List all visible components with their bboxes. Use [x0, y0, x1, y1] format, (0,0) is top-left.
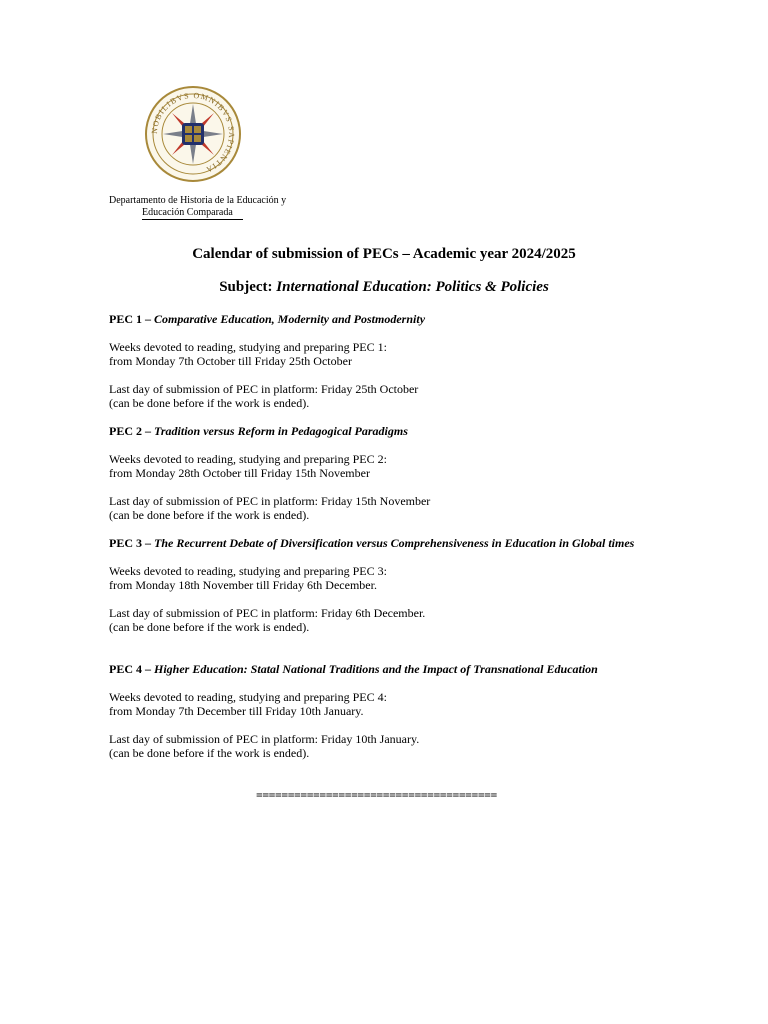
- pec-heading: [109, 662, 657, 676]
- pec-section-1: [109, 312, 657, 410]
- pec-label: PEC 1 –: [109, 312, 151, 326]
- pec-weeks-line-2: from Monday 7th October till Friday 25th October: [109, 354, 352, 368]
- pec-section-4: [109, 662, 657, 760]
- pec-topic: The Recurrent Debate of Diversification versus Comprehensiveness in Education in Global times: [154, 536, 635, 550]
- pec-weeks-line-2: from Monday 28th October till Friday 15th November: [109, 466, 370, 480]
- pec-weeks-line-1: Weeks devoted to reading, studying and preparing PEC 1:: [109, 340, 387, 354]
- pec-deadline-line-2: (can be done before if the work is ended).: [109, 396, 310, 410]
- pec-deadline-line-1: Last day of submission of PEC in platform: Friday 15th November: [109, 494, 431, 508]
- pec-weeks-line-2: from Monday 18th November till Friday 6th December.: [109, 578, 377, 592]
- pec-topic: Higher Education: Statal National Traditions and the Impact of Transnational Education: [154, 662, 598, 676]
- pec-weeks-line-1: Weeks devoted to reading, studying and preparing PEC 3:: [109, 564, 387, 578]
- pec-heading: [109, 424, 657, 438]
- pec-section-2: [109, 424, 657, 522]
- pec-deadline-line-2: (can be done before if the work is ended).: [109, 620, 310, 634]
- subject-label: Subject:: [219, 279, 273, 295]
- department-name: [109, 195, 286, 219]
- pec-label: PEC 2 –: [109, 424, 151, 438]
- pec-section-3: [109, 536, 657, 634]
- department-line-1: Departamento de Historia de la Educación y: [109, 195, 287, 206]
- pec-topic: Comparative Education, Modernity and Postmodernity: [154, 312, 426, 326]
- pec-heading: [109, 536, 657, 550]
- subject-heading: [0, 279, 768, 296]
- end-divider: ======================================: [256, 788, 497, 802]
- pec-weeks-line-2: from Monday 7th December till Friday 10th January.: [109, 704, 364, 718]
- pec-heading: [109, 312, 657, 326]
- university-seal-logo: [138, 84, 248, 184]
- document-title: Calendar of submission of PECs – Academic year 2024/2025: [192, 246, 576, 262]
- pec-label: PEC 3 –: [109, 536, 151, 550]
- department-line-2: Educación Comparada: [142, 207, 233, 218]
- seal-text: NOBILIBVS OMNIBVS SAPIENTIA: [149, 90, 237, 175]
- pec-weeks-line-1: Weeks devoted to reading, studying and preparing PEC 4:: [109, 690, 387, 704]
- pec-label: PEC 4 –: [109, 662, 151, 676]
- pec-topic: Tradition versus Reform in Pedagogical Paradigms: [154, 424, 408, 438]
- subject-name: International Education: Politics & Policies: [276, 279, 549, 295]
- department-underline: [142, 219, 243, 220]
- pec-deadline-line-2: (can be done before if the work is ended).: [109, 508, 310, 522]
- pec-deadline-line-2: (can be done before if the work is ended).: [109, 746, 310, 760]
- pec-deadline-line-1: Last day of submission of PEC in platform: Friday 25th October: [109, 382, 419, 396]
- pec-deadline-line-1: Last day of submission of PEC in platform: Friday 10th January.: [109, 732, 420, 746]
- pec-deadline-line-1: Last day of submission of PEC in platform: Friday 6th December.: [109, 606, 426, 620]
- pec-weeks-line-1: Weeks devoted to reading, studying and preparing PEC 2:: [109, 452, 387, 466]
